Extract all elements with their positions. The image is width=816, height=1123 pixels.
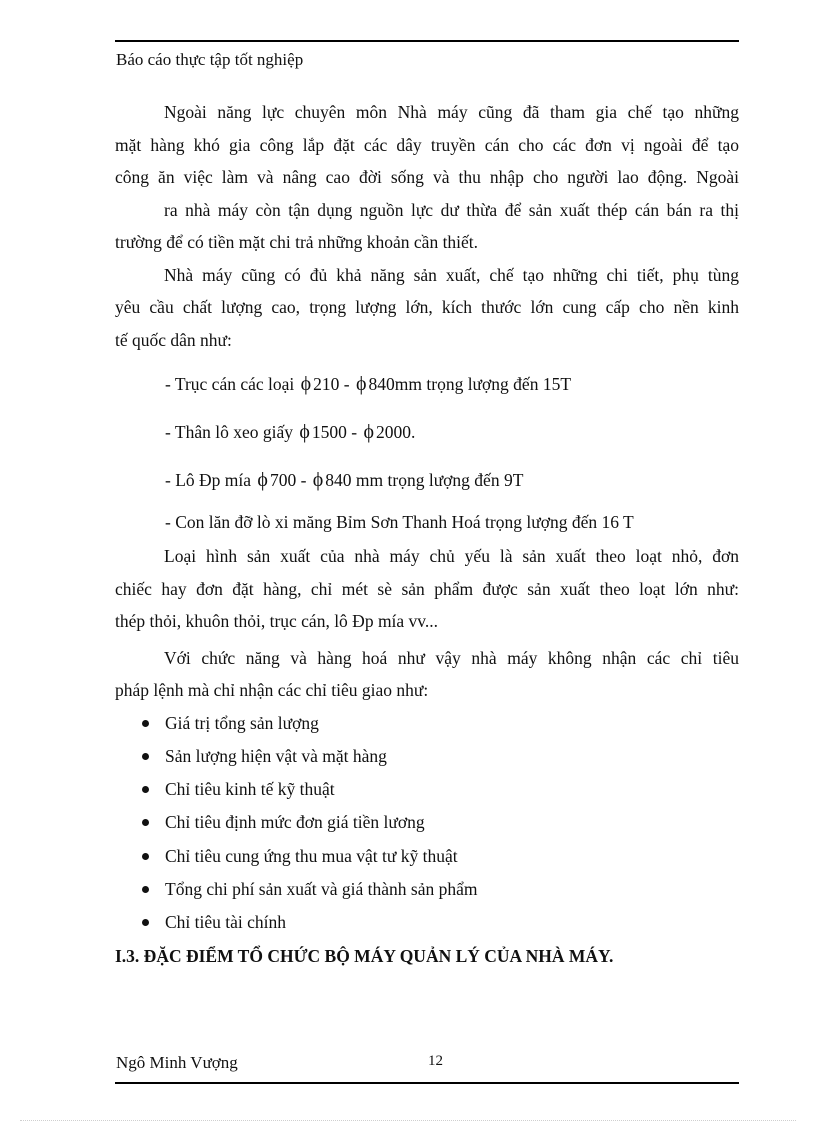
footer-author: Ngô Minh Vượng <box>116 1053 238 1072</box>
bullet-icon <box>142 786 149 793</box>
para1-line: ra nhà máy còn tận dụng nguồn lực dư thừa để sản xuất thép cán bán ra thị <box>164 199 739 220</box>
document-body <box>115 96 739 972</box>
bullet-item: Giá trị tổng sản lượng <box>115 707 739 740</box>
para4-line: pháp lệnh mà chỉ nhận các chỉ tiêu giao như: <box>115 680 429 700</box>
bullet-icon <box>142 853 149 860</box>
para2-line: yêu cầu chất lượng cao, trọng lượng lớn, kích thước lớn cung cấp cho nền kinh <box>115 297 739 317</box>
bullet-item: Tổng chi phí sản xuất và giá thành sản phẩm <box>115 873 739 906</box>
bullet-icon <box>142 720 149 727</box>
page-header: Báo cáo thực tập tốt nghiệp <box>116 50 304 69</box>
list-item: - Lô Đp mía ϕ 700 - ϕ 840 mm trọng lượng đến 9T <box>165 469 524 491</box>
para2-line: Nhà máy cũng có đủ khả năng sản xuất, chế tạo những chi tiết, phụ tùng <box>164 264 739 285</box>
section-heading: I.3. ĐẶC ĐIỂM TỔ CHỨC BỘ MÁY QUẢN LÝ CỦA NHÀ MÁY. <box>115 945 614 966</box>
bullet-icon <box>142 819 149 826</box>
para4-line: Với chức năng và hàng hoá như vậy nhà máy không nhận các chỉ tiêu <box>164 647 739 668</box>
para1-line: công ăn việc làm và nâng cao đời sống và thu nhập cho người lao động. Ngoài <box>115 167 739 187</box>
list-item: - Thân lô xeo giấy ϕ 1500 - ϕ 2000. <box>165 421 416 443</box>
bullet-item: Chỉ tiêu kinh tế kỹ thuật <box>115 773 739 806</box>
header-rule <box>115 40 739 42</box>
bullet-icon <box>142 753 149 760</box>
para1-line: Ngoài năng lực chuyên môn Nhà máy cũng đã tham gia chế tạo những <box>164 102 739 122</box>
para3-line: chiếc hay đơn đặt hàng, chỉ mét sè sản phẩm được sản xuất theo loạt lớn như: <box>115 578 739 599</box>
phi-symbol: ϕ <box>299 421 310 443</box>
footer-rule <box>115 1082 739 1084</box>
para1-line: trường để có tiền mặt chi trả những khoản cần thiết. <box>115 232 479 252</box>
para3-line: Loại hình sản xuất của nhà máy chủ yếu là sản xuất theo loạt nhỏ, đơn <box>164 546 739 566</box>
para1-line: mặt hàng khó gia công lắp đặt các dây truyền cán cho các đơn vị ngoài để tạo <box>115 134 739 155</box>
bullet-item: Chỉ tiêu định mức đơn giá tiền lương <box>115 806 739 839</box>
phi-symbol: ϕ <box>312 469 324 491</box>
phi-symbol: ϕ <box>300 373 312 395</box>
bullet-list <box>115 707 739 940</box>
list-item: - Con lăn đỡ lò xi măng Bỉm Sơn Thanh Hoá trọng lượng đến 16 T <box>165 512 634 532</box>
phi-symbol: ϕ <box>363 421 374 443</box>
para2-line: tế quốc dân như: <box>115 329 232 350</box>
page-number: 12 <box>428 1053 443 1069</box>
phi-symbol: ϕ <box>356 373 367 395</box>
bullet-item: Chỉ tiêu cung ứng thu mua vật tư kỹ thuật <box>115 840 739 873</box>
bullet-item: Sản lượng hiện vật và mặt hàng <box>115 740 739 773</box>
bullet-icon <box>142 886 149 893</box>
phi-symbol: ϕ <box>257 469 268 491</box>
para3-line: thép thỏi, khuôn thỏi, trục cán, lô Đp mía vv... <box>115 611 439 631</box>
bullet-item: Chỉ tiêu tài chính <box>115 906 739 939</box>
list-item: - Trục cán các loại ϕ 210 - ϕ 840mm trọng lượng đến 15T <box>165 373 572 395</box>
page-edge-divider <box>20 1120 796 1121</box>
bullet-icon <box>142 919 149 926</box>
